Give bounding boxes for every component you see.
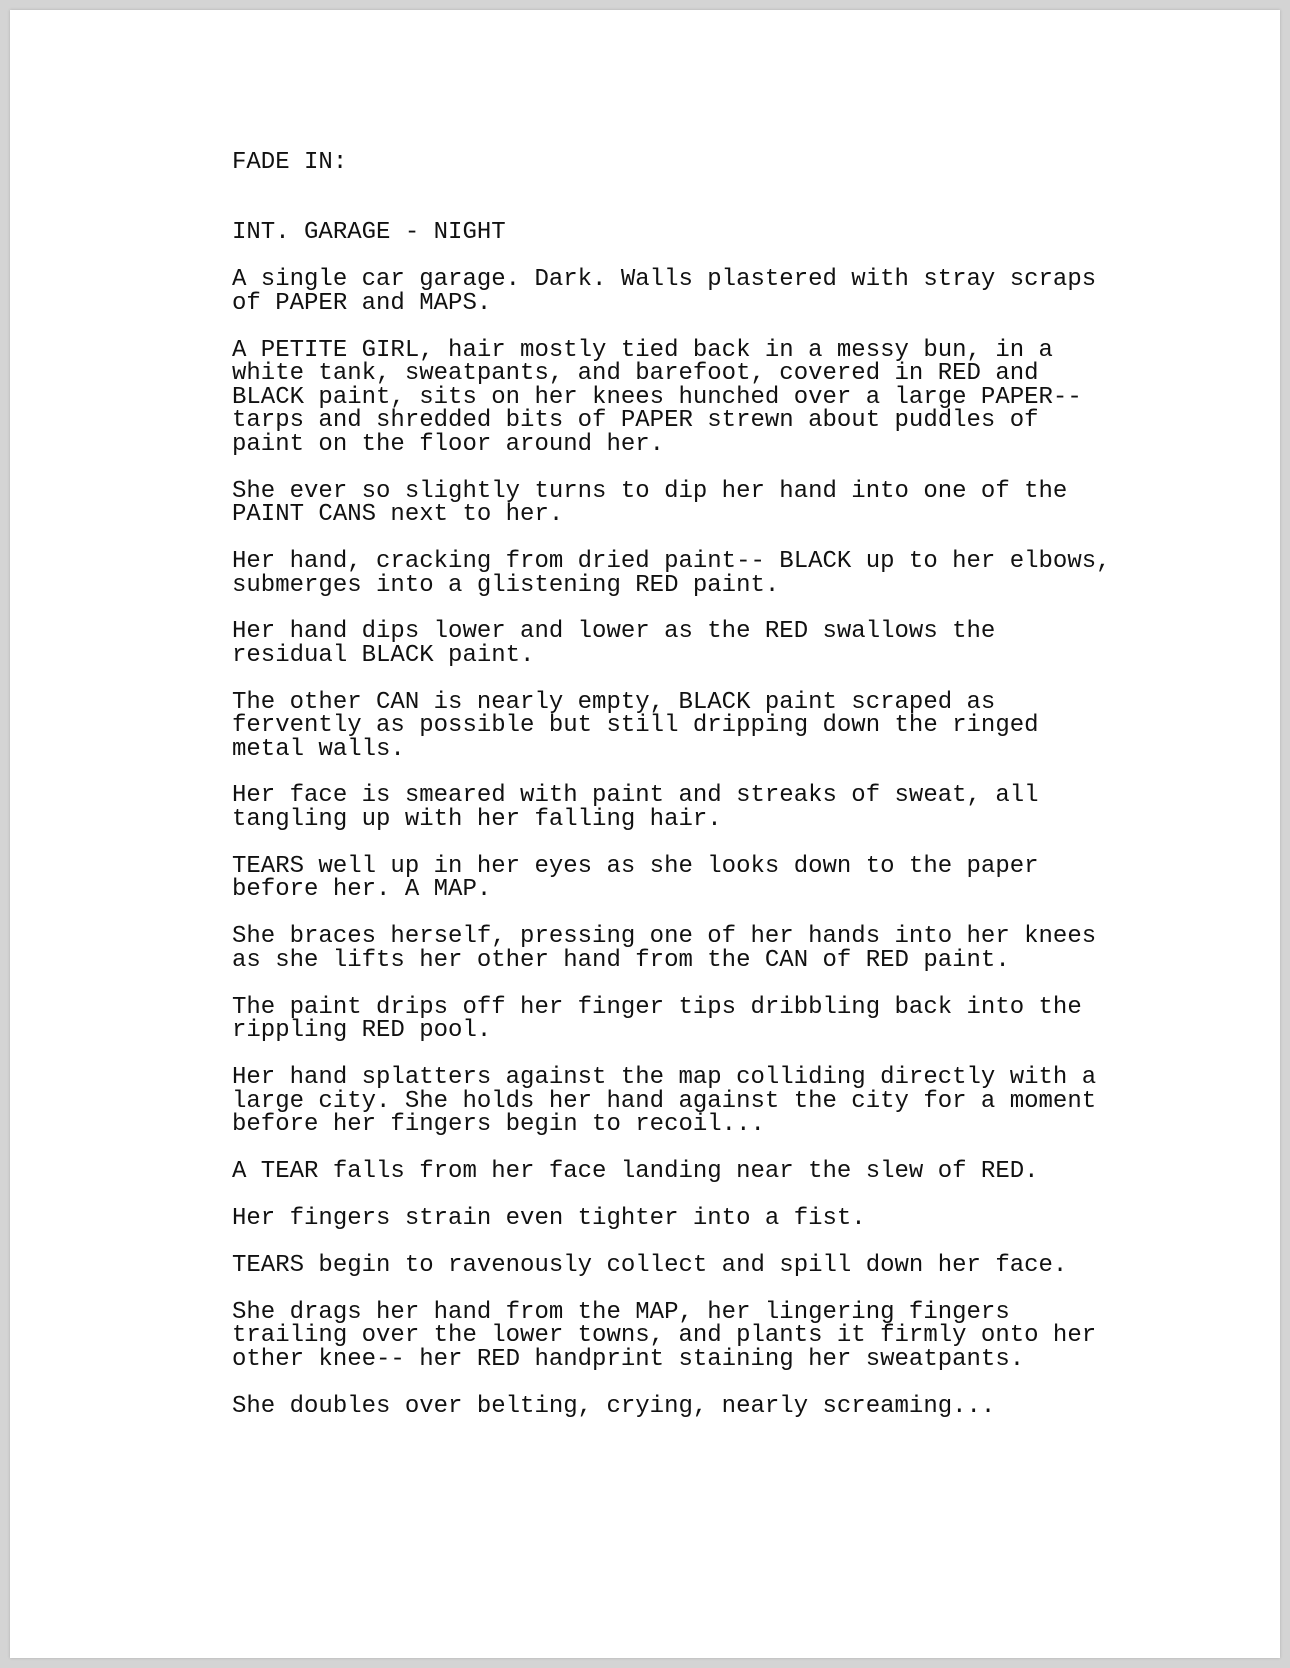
script-page [10,10,1280,1658]
action-line: tangling up with her falling hair. [232,806,722,833]
action-line: Her hand dips lower and lower as the RED swallows the [232,618,996,645]
action-line: trailing over the lower towns, and plants it firmly onto her [232,1322,1097,1349]
action-line: The other CAN is nearly empty, BLACK paint scraped as [232,689,996,716]
action-line: of PAPER and MAPS. [232,290,492,317]
action-line: TEARS begin to ravenously collect and spill down her face. [232,1252,1068,1279]
action-line: submerges into a glistening RED paint. [232,572,780,599]
action-line: BLACK paint, sits on her knees hunched over a large PAPER-- [232,384,1082,411]
screenplay-body [232,10,1232,1420]
action-line: Her face is smeared with paint and streaks of sweat, all [232,782,1039,809]
action-line: She braces herself, pressing one of her hands into her knees [232,923,1097,950]
action-line: A single car garage. Dark. Walls plastered with stray scraps [232,266,1097,293]
action-line: metal walls. [232,736,405,763]
action-line: tarps and shredded bits of PAPER strewn about puddles of [232,407,1039,434]
action-line: as she lifts her other hand from the CAN of RED paint. [232,947,1010,974]
action-line: She drags her hand from the MAP, her lingering fingers [232,1299,1010,1326]
action-line: The paint drips off her finger tips dribbling back into the [232,994,1082,1021]
action-line: Her hand, cracking from dried paint-- BLACK up to her elbows, [232,548,1111,575]
scene-heading: INT. GARAGE - NIGHT [232,219,506,246]
action-line: before her fingers begin to recoil... [232,1111,765,1138]
action-line: large city. She holds her hand against the city for a moment [232,1088,1097,1115]
action-line: residual BLACK paint. [232,642,535,669]
action-line: other knee-- her RED handprint staining her sweatpants. [232,1346,1025,1373]
action-line: Her hand splatters against the map colliding directly with a [232,1064,1097,1091]
action-line: rippling RED pool. [232,1017,492,1044]
action-line: before her. A MAP. [232,876,492,903]
action-line: fervently as possible but still dripping down the ringed [232,712,1039,739]
transition: FADE IN: [232,149,348,176]
action-line: TEARS well up in her eyes as she looks down to the paper [232,853,1039,880]
action-line: A PETITE GIRL, hair mostly tied back in a messy bun, in a [232,337,1053,364]
action-line: PAINT CANS next to her. [232,501,564,528]
action-line: She doubles over belting, crying, nearly screaming... [232,1393,996,1420]
action-line: paint on the floor around her. [232,431,665,458]
action-line: white tank, sweatpants, and barefoot, covered in RED and [232,360,1039,387]
action-line: A TEAR falls from her face landing near the slew of RED. [232,1158,1039,1185]
action-line: She ever so slightly turns to dip her hand into one of the [232,478,1068,505]
action-line: Her fingers strain even tighter into a fist. [232,1205,866,1232]
